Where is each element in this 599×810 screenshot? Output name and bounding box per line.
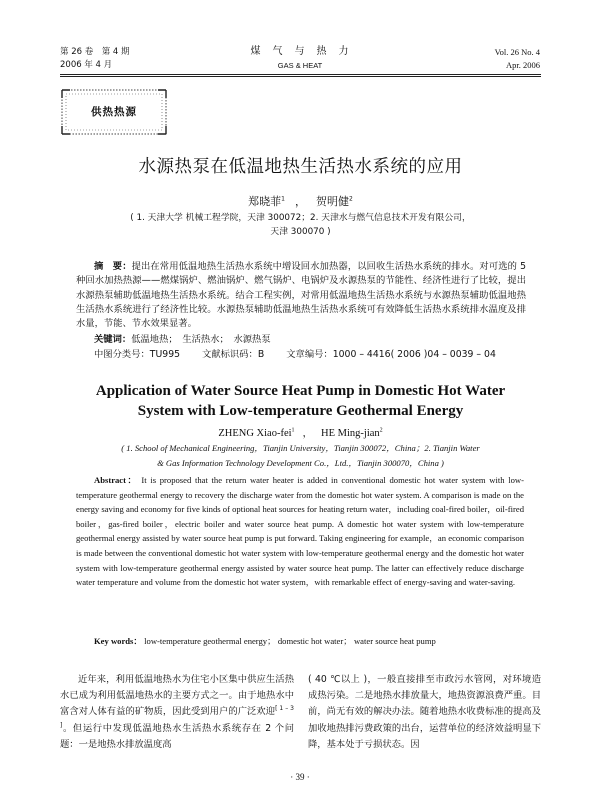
- keywords-cn-text: 低温地热； 生活热水； 水源热泵: [131, 334, 271, 345]
- author-2-en-sup: 2: [379, 427, 383, 434]
- clc-label: 中图分类号：: [94, 349, 150, 360]
- affiliation-cn: [60, 211, 541, 239]
- doc-code-value: B: [257, 349, 265, 360]
- keywords-en-text: low-temperature geothermal energy； domestic hot water； water source heat pump: [144, 636, 436, 646]
- body-left-text-cont: 。但运行中发现低温地热水生活热水系统存在 2 个问题：一是地热水排放温度高: [60, 722, 294, 750]
- author-en-separator: ，: [302, 428, 314, 439]
- author-2-sup: 2: [349, 195, 353, 203]
- citation-ref: [ 1 – 3 ]: [60, 705, 294, 729]
- date-cn: 2006 年 4 月: [60, 60, 113, 70]
- article-title-cn: 水源热泵在低温地热生活热水系统的应用: [138, 157, 463, 177]
- body-column-left: [60, 672, 294, 753]
- keywords-cn: [94, 333, 271, 347]
- author-2-cn: 贺明健: [316, 195, 349, 208]
- affiliation-cn-line-2: 天津 300070 ): [270, 227, 331, 237]
- journal-name-cn: 煤 气 与 热 力: [250, 46, 350, 57]
- doc-code-label: 文献标识码：: [202, 349, 258, 360]
- keywords-en-label: Key words：: [94, 636, 142, 646]
- affiliation-cn-line-1: ( 1. 天津大学 机械工程学院，天津 300072；2. 天津水与燃气信息技术开发有限公司，: [130, 213, 471, 223]
- page-number: · 39 ·: [290, 772, 310, 782]
- affiliation-en: [60, 441, 541, 471]
- abstract-cn: [76, 260, 526, 331]
- keywords-cn-label: 关键词：: [94, 334, 132, 345]
- classification-line: [94, 348, 496, 362]
- affiliation-en-line-2: & Gas Information Technology Development Co.，Ltd.，Tianjin 300070，China ): [157, 458, 444, 468]
- header-rule-thin: [60, 76, 541, 77]
- volume-issue-cn: 第 26 卷 第 4 期: [60, 47, 130, 57]
- article-title-en-line-1: Application of Water Source Heat Pump in Domestic Hot Water: [95, 383, 506, 399]
- date-en: Apr. 2006: [506, 60, 540, 70]
- abstract-cn-text: 提出在常用低温地热生活热水系统中增设回水加热器，以回收生活热水系统的排水。对可选的 5 种回水加热热源——燃煤锅炉、燃油锅炉、燃气锅炉、电锅炉及水源热泵的节能性、经济性进行了比较，提出水源热泵辅助低温地热生活热水系统。结合工程实例，对常用低温地热生活热水系统与水源热泵辅助低温地热生活热水系统进行了经济性比较。水源热泵辅助低温地热生活热水系统可有效降低生活热水系统排水温度及排水量，节能、节水效果显著。: [76, 261, 526, 330]
- author-1-en-sup: 1: [291, 427, 295, 434]
- author-separator: ，: [295, 195, 306, 208]
- article-number-label: 文章编号：: [286, 349, 333, 360]
- author-1-en: ZHENG Xiao-fei: [218, 428, 292, 439]
- article-title-en-line-2: System with Low-temperature Geothermal Energy: [137, 403, 464, 419]
- affiliation-en-line-1: ( 1. School of Mechanical Engineering，Tianjin University，Tianjin 300072，China；2. Tianjin Water: [121, 443, 480, 453]
- author-1-cn: 郑晓菲: [248, 195, 282, 208]
- authors-en: [60, 425, 541, 440]
- abstract-en: [76, 473, 524, 590]
- clc-value: TU995: [149, 349, 181, 360]
- header-rule: [60, 74, 541, 75]
- volume-issue-en: Vol. 26 No. 4: [494, 47, 540, 57]
- section-label: 供热热源: [91, 106, 137, 118]
- section-label-box: [60, 88, 168, 136]
- abstract-en-text: It is proposed that the return water heater is added in conventional domestic hot water system with low-temperature geothermal energy to recovery the discharge water from the domestic hot water system. A comparison is made on the energy saving and economy for five kinds of optional heat sources for heating return water，including coal-fired boiler，oil-fired boiler，gas-fired boiler，electric boiler and water source heat pump. A domestic hot water system with low-temperature geothermal energy assisted by water source heat pump is put forward. Taking engineering for example，an economic comparison is made between the conventional domestic hot water system with low-temperature geothermal energy and the domestic hot water system with low-temperature geothermal energy assisted by water source heat pump. The latter can effectively reduce discharge water temperature and volume from the domestic hot water system，with remarkable effect of energy-saving and water-saving.: [76, 475, 524, 588]
- article-number-value: 1000 – 4416( 2006 )04 – 0039 – 04: [332, 349, 496, 360]
- keywords-en: [94, 634, 436, 649]
- authors-cn: [60, 193, 541, 209]
- body-left-text: 近年来，利用低温地热水为住宅小区集中供应生活热水已成为利用低温地热水的主要方式之一。由于地热水中富含对人体有益的矿物质，因此受到用户的广泛欢迎: [60, 674, 294, 718]
- abstract-cn-label: 摘 要：: [94, 261, 132, 272]
- body-column-right: ( 40 ℃以上 )，一般直接排至市政污水管网，对环境造成热污染。二是地热水排放量大，地热资源浪费严重。目前，尚无有效的解决办法。随着地热水收费标准的提高及加收地热排污费政策的出台，运营单位的经济效益明显下降，基本处于亏损状态。因: [308, 674, 541, 750]
- abstract-en-label: Abstract：: [94, 475, 138, 485]
- journal-name-en: GAS & HEAT: [277, 61, 323, 70]
- author-1-sup: 1: [281, 195, 285, 203]
- author-2-en: HE Ming-jian: [321, 428, 380, 439]
